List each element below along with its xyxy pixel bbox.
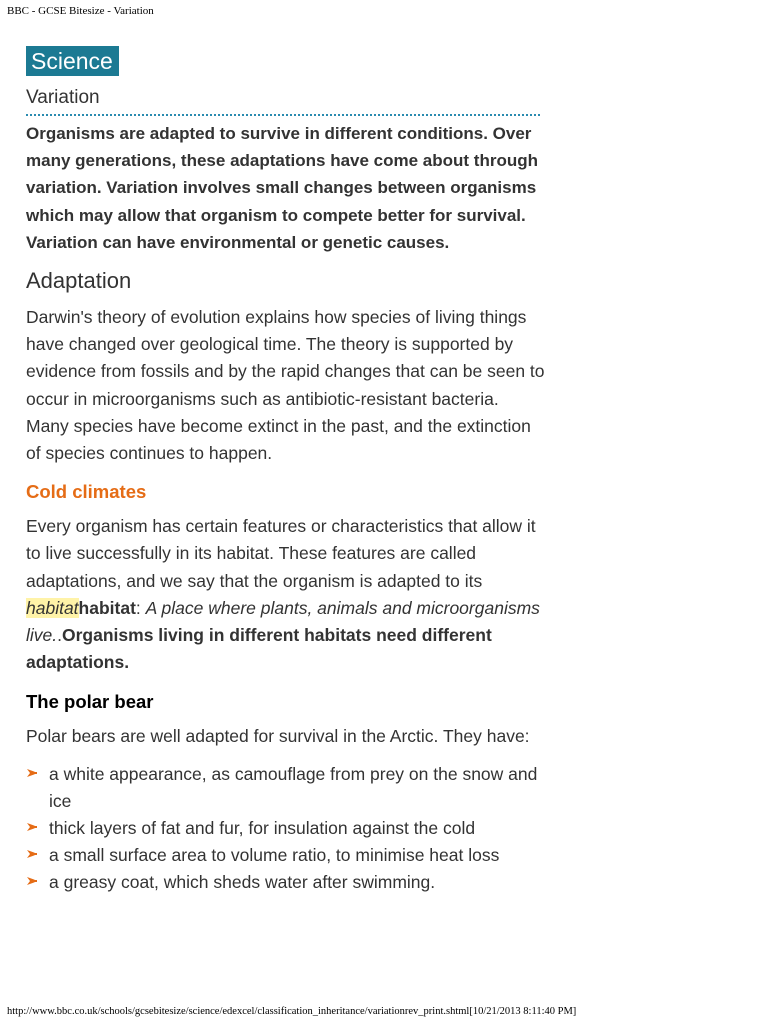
- polar-bear-heading: The polar bear: [26, 691, 154, 713]
- orange-arrow-bullet-icon: [26, 768, 38, 778]
- glossary-definition: A place where plants, animals and microorganisms live.: [26, 597, 540, 646]
- adaptation-paragraph: Darwin's theory of evolution explains how species of living things have changed over geological time. The theory is supported by evidence from fossils and by the rapid changes that can be seen to occur in microorganisms such as antibiotic-resistant bacteria. Many species have become extinct in the past, and the extinction of species continues to happen.: [26, 307, 545, 464]
- glossary-term: habitat: [78, 597, 136, 618]
- glossary-period: .: [57, 625, 62, 646]
- list-item: [26, 815, 546, 842]
- glossary-colon: :: [135, 597, 146, 618]
- science-badge: Science: [26, 46, 119, 76]
- orange-arrow-bullet-icon: [26, 849, 38, 859]
- list-item-text: a greasy coat, which sheds water after swimming.: [49, 871, 436, 892]
- cold-climates-paragraph: [26, 513, 546, 676]
- polar-bear-features-list: [26, 761, 546, 896]
- list-item: [26, 761, 546, 815]
- polar-bear-intro: Polar bears are well adapted for survival in the Arctic. They have:: [26, 726, 530, 747]
- print-footer-url: http://www.bbc.co.uk/schools/gcsebitesize/science/edexcel/classification_inheritance/variationrev_print.shtml[10/21/2013 8:11:40 PM]: [7, 1006, 577, 1017]
- adaptation-heading: Adaptation: [26, 268, 132, 294]
- paragraph-conclusion: Organisms living in different habitats need different adaptations.: [26, 625, 492, 673]
- list-item-text: a white appearance, as camouflage from prey on the snow and ice: [49, 763, 538, 811]
- glossary-link-habitat[interactable]: habitat: [26, 597, 79, 618]
- article: [26, 46, 546, 896]
- list-item-text: a small surface area to volume ratio, to minimise heat loss: [49, 844, 500, 865]
- intro-paragraph: Organisms are adapted to survive in different conditions. Over many generations, these adaptations have come about through variation. Variation involves small changes between organisms which may allow that organism to compete better for survival. Variation can have environmental or genetic causes.: [26, 124, 538, 252]
- list-item: [26, 842, 546, 869]
- orange-arrow-bullet-icon: [26, 876, 38, 886]
- list-item-text: thick layers of fat and fur, for insulation against the cold: [49, 817, 476, 838]
- paragraph-text: Every organism has certain features or characteristics that allow it to live successfully in its habitat. These features are called adaptations, and we say that the organism is adapted to its: [26, 516, 536, 591]
- orange-arrow-bullet-icon: [26, 822, 38, 832]
- cold-climates-heading: Cold climates: [26, 481, 147, 503]
- print-header-title: BBC - GCSE Bitesize - Variation: [7, 5, 154, 17]
- page-title: Variation: [26, 84, 540, 116]
- list-item: [26, 869, 546, 896]
